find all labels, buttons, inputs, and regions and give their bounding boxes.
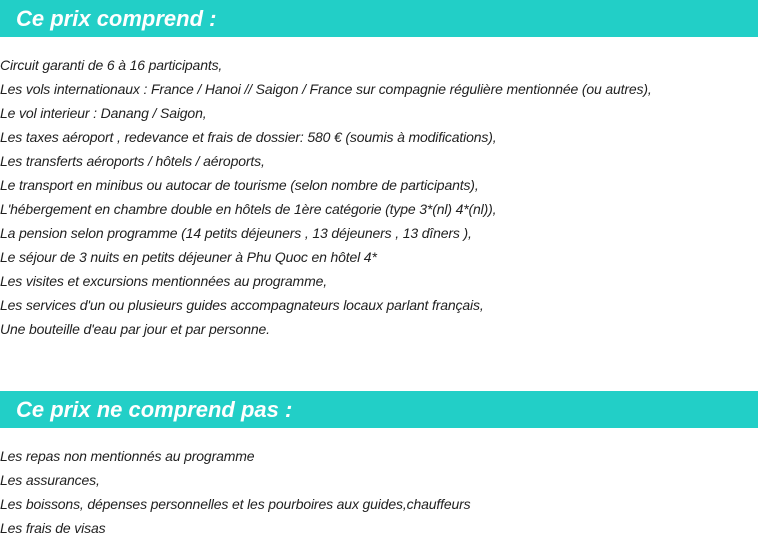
list-item: Les boissons, dépenses personnelles et les pourboires aux guides,chauffeurs <box>0 496 471 512</box>
list-item: Les frais de visas <box>0 520 106 536</box>
excludes-heading: Ce prix ne comprend pas : <box>0 391 758 428</box>
list-item: Circuit garanti de 6 à 16 participants, <box>0 57 223 73</box>
list-item: La pension selon programme (14 petits déjeuners , 13 déjeuners , 13 dîners ), <box>0 225 472 241</box>
list-item: Les transferts aéroports / hôtels / aéroports, <box>0 153 265 169</box>
list-item: Les assurances, <box>0 472 100 488</box>
list-item: Le transport en minibus ou autocar de tourisme (selon nombre de participants), <box>0 177 479 193</box>
list-item: Les repas non mentionnés au programme <box>0 448 255 464</box>
includes-list <box>0 53 652 341</box>
list-item: Les services d'un ou plusieurs guides accompagnateurs locaux parlant français, <box>0 297 484 313</box>
list-item: Une bouteille d'eau par jour et par personne. <box>0 321 270 337</box>
list-item: Le séjour de 3 nuits en petits déjeuner à Phu Quoc en hôtel 4* <box>0 249 377 265</box>
includes-heading: Ce prix comprend : <box>0 0 758 37</box>
list-item: Les visites et excursions mentionnées au programme, <box>0 273 327 289</box>
list-item: Les vols internationaux : France / Hanoi // Saigon / France sur compagnie régulière mentionnée (ou autres), <box>0 81 652 97</box>
list-item: Les taxes aéroport , redevance et frais de dossier: 580 € (soumis à modifications), <box>0 129 497 145</box>
list-item: Le vol interieur : Danang / Saigon, <box>0 105 207 121</box>
list-item: L'hébergement en chambre double en hôtels de 1ère catégorie (type 3*(nl) 4*(nl)), <box>0 201 497 217</box>
excludes-list <box>0 444 471 540</box>
